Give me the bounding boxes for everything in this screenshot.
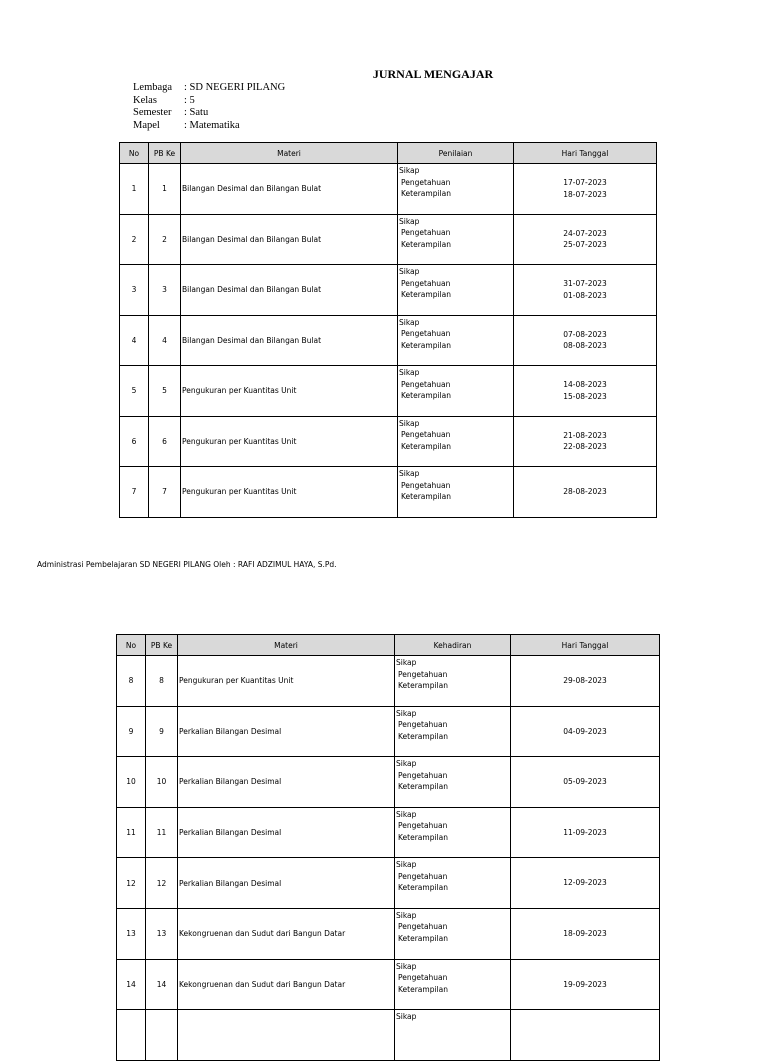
cell-no: 12 (117, 858, 146, 909)
assessment-item: Keterampilan (401, 290, 451, 299)
assessment-item: Keterampilan (398, 681, 448, 690)
cell-penilaian (395, 656, 511, 707)
date-item: 14-08-2023 (563, 380, 607, 390)
cell-penilaian (395, 908, 511, 959)
cell-pb-ke (146, 1010, 178, 1061)
cell-materi: Bilangan Desimal dan Bilangan Bulat (181, 315, 398, 366)
assessment-item: Keterampilan (398, 883, 448, 893)
col-pb-header: PB Ke (146, 635, 178, 656)
cell-penilaian (398, 467, 514, 518)
cell-pb-ke: 7 (149, 467, 181, 518)
date-item: 18-09-2023 (563, 929, 607, 939)
cell-pb-ke: 8 (146, 656, 178, 707)
cell-hari-tanggal (511, 757, 660, 808)
cell-materi: Perkalian Bilangan Desimal (178, 858, 395, 909)
journal-table-1 (119, 142, 657, 518)
assessment-item: Pengetahuan (401, 430, 451, 439)
date-item: 18-07-2023 (563, 189, 607, 199)
date-item: 19-09-2023 (563, 979, 607, 989)
meta-lembaga: Lembaga : SD NEGERI PILANG (133, 82, 286, 93)
cell-hari-tanggal (511, 656, 660, 707)
assessment-item: Pengetahuan (398, 821, 448, 831)
cell-pb-ke: 4 (149, 315, 181, 366)
date-item: 31-07-2023 (563, 279, 607, 289)
cell-no: 5 (120, 366, 149, 417)
assessment-item: Keterampilan (401, 391, 451, 400)
assessment-item: Pengetahuan (401, 278, 451, 288)
assessment-item: Sikap (399, 216, 420, 226)
table-row (117, 858, 660, 909)
cell-no: 11 (117, 807, 146, 858)
table-row (117, 908, 660, 959)
cell-pb-ke: 11 (146, 807, 178, 858)
table-row (120, 164, 657, 215)
cell-pb-ke: 9 (146, 706, 178, 757)
assessment-item: Sikap (399, 418, 420, 428)
cell-no: 4 (120, 315, 149, 366)
date-item: 21-08-2023 (563, 430, 607, 440)
assessment-item: Sikap (399, 317, 420, 327)
cell-hari-tanggal (511, 807, 660, 858)
assessment-item: Pengetahuan (398, 770, 448, 780)
col-pb-header: PB Ke (149, 143, 181, 164)
cell-pb-ke: 1 (149, 164, 181, 215)
assessment-item: Pengetahuan (398, 871, 448, 881)
cell-pb-ke: 14 (146, 959, 178, 1010)
cell-penilaian (398, 315, 514, 366)
assessment-item: Sikap (399, 166, 420, 175)
assessment-item: Sikap (396, 910, 417, 920)
cell-no: 13 (117, 908, 146, 959)
cell-hari-tanggal (514, 214, 657, 265)
cell-no: 7 (120, 467, 149, 518)
assessment-item: Sikap (396, 860, 417, 870)
table-row (120, 214, 657, 265)
assessment-item: Pengetahuan (401, 379, 451, 389)
document-meta (133, 82, 285, 132)
assessment-item: Sikap (399, 469, 420, 478)
table-row (117, 959, 660, 1010)
assessment-item: Pengetahuan (401, 480, 451, 490)
assessment-item: Keterampilan (398, 731, 448, 741)
cell-penilaian (395, 858, 511, 909)
cell-hari-tanggal (514, 164, 657, 215)
date-item: 25-07-2023 (563, 240, 607, 250)
cell-materi: Bilangan Desimal dan Bilangan Bulat (181, 265, 398, 316)
cell-hari-tanggal (511, 706, 660, 757)
assessment-item: Pengetahuan (401, 329, 451, 338)
assessment-item: Sikap (396, 658, 417, 667)
cell-penilaian (395, 959, 511, 1010)
cell-penilaian (398, 366, 514, 417)
assessment-item: Sikap (396, 961, 417, 971)
assessment-item: Keterampilan (398, 984, 448, 994)
table-row (120, 416, 657, 467)
cell-materi: Perkalian Bilangan Desimal (178, 757, 395, 808)
table-row (120, 265, 657, 316)
cell-no: 1 (120, 164, 149, 215)
cell-hari-tanggal (514, 467, 657, 518)
cell-hari-tanggal (514, 366, 657, 417)
col-no-header: No (120, 143, 149, 164)
table-row (117, 1010, 660, 1061)
assessment-item: Keterampilan (401, 239, 451, 249)
cell-pb-ke: 6 (149, 416, 181, 467)
assessment-item: Keterampilan (398, 832, 448, 842)
cell-materi: Perkalian Bilangan Desimal (178, 706, 395, 757)
cell-pb-ke: 3 (149, 265, 181, 316)
cell-materi: Bilangan Desimal dan Bilangan Bulat (181, 214, 398, 265)
cell-hari-tanggal (511, 1010, 660, 1061)
cell-hari-tanggal (511, 908, 660, 959)
cell-penilaian (395, 807, 511, 858)
col-materi-header: Materi (181, 143, 398, 164)
cell-penilaian (398, 164, 514, 215)
journal-table-2 (116, 634, 660, 1061)
cell-materi: Kekongruenan dan Sudut dari Bangun Datar (178, 908, 395, 959)
table-row (120, 315, 657, 366)
date-item: 11-09-2023 (563, 827, 607, 837)
cell-no: 9 (117, 706, 146, 757)
date-item: 28-08-2023 (563, 487, 607, 496)
cell-pb-ke: 12 (146, 858, 178, 909)
cell-hari-tanggal (514, 265, 657, 316)
cell-no: 2 (120, 214, 149, 265)
table-row (120, 467, 657, 518)
cell-materi: Bilangan Desimal dan Bilangan Bulat (181, 164, 398, 215)
meta-mapel: Mapel : Matematika (133, 119, 240, 131)
table-row (117, 807, 660, 858)
assessment-item: Keterampilan (401, 340, 451, 350)
cell-materi (178, 1010, 395, 1061)
assessment-item: Pengetahuan (398, 720, 448, 730)
assessment-item: Pengetahuan (401, 177, 451, 187)
cell-no: 10 (117, 757, 146, 808)
assessment-item: Pengetahuan (401, 228, 451, 237)
assessment-item: Sikap (399, 267, 420, 276)
cell-penilaian (395, 706, 511, 757)
cell-hari-tanggal (511, 858, 660, 909)
assessment-item: Pengetahuan (398, 973, 448, 983)
cell-hari-tanggal (511, 959, 660, 1010)
assessment-item: Keterampilan (401, 189, 451, 198)
col-no-header: No (117, 635, 146, 656)
date-item: 29-08-2023 (563, 676, 607, 686)
cell-hari-tanggal (514, 416, 657, 467)
assessment-item: Sikap (399, 368, 420, 377)
cell-penilaian (398, 416, 514, 467)
assessment-item: Sikap (396, 809, 417, 819)
meta-kelas: Kelas : 5 (133, 94, 195, 106)
date-item: 15-08-2023 (563, 391, 607, 401)
table-row (117, 656, 660, 707)
cell-no: 8 (117, 656, 146, 707)
col-kehadiran-header: Kehadiran (395, 635, 511, 656)
assessment-item: Sikap (396, 708, 417, 718)
assessment-item: Pengetahuan (398, 922, 448, 932)
date-item: 12-09-2023 (563, 878, 607, 888)
cell-materi: Pengukuran per Kuantitas Unit (181, 467, 398, 518)
col-materi-header: Materi (178, 635, 395, 656)
table-row (117, 706, 660, 757)
date-item: 08-08-2023 (563, 341, 607, 351)
assessment-item: Sikap (396, 1012, 417, 1022)
assessment-item: Keterampilan (398, 933, 448, 943)
cell-materi: Perkalian Bilangan Desimal (178, 807, 395, 858)
cell-penilaian (395, 1010, 511, 1061)
meta-semester: Semester : Satu (133, 107, 209, 118)
assessment-item: Keterampilan (401, 492, 451, 501)
date-item: 05-09-2023 (563, 777, 607, 787)
cell-penilaian (398, 214, 514, 265)
cell-penilaian (398, 265, 514, 316)
cell-penilaian (395, 757, 511, 808)
cell-pb-ke: 10 (146, 757, 178, 808)
footer-text: Administrasi Pembelajaran SD NEGERI PILANG Oleh : RAFI ADZIMUL HAYA, S.Pd. (37, 560, 337, 569)
table-row (120, 366, 657, 417)
table-row (117, 757, 660, 808)
cell-materi: Kekongruenan dan Sudut dari Bangun Datar (178, 959, 395, 1010)
cell-pb-ke: 2 (149, 214, 181, 265)
assessment-item: Pengetahuan (398, 669, 448, 679)
cell-no: 14 (117, 959, 146, 1010)
assessment-item: Sikap (396, 759, 417, 769)
col-tanggal-header: Hari Tanggal (511, 635, 660, 656)
cell-materi: Pengukuran per Kuantitas Unit (178, 656, 395, 707)
assessment-item: Keterampilan (401, 441, 451, 451)
date-item: 22-08-2023 (563, 442, 607, 452)
table-header-row (117, 635, 660, 656)
cell-no (117, 1010, 146, 1061)
cell-pb-ke: 5 (149, 366, 181, 417)
date-item: 04-09-2023 (563, 726, 607, 736)
date-item: 24-07-2023 (563, 228, 607, 238)
cell-no: 6 (120, 416, 149, 467)
cell-pb-ke: 13 (146, 908, 178, 959)
col-penilaian-header: Penilaian (398, 143, 514, 164)
cell-materi: Pengukuran per Kuantitas Unit (181, 366, 398, 417)
table-header-row (120, 143, 657, 164)
date-item: 17-07-2023 (563, 178, 607, 188)
assessment-item: Keterampilan (398, 782, 448, 792)
cell-hari-tanggal (514, 315, 657, 366)
date-item: 01-08-2023 (563, 290, 607, 300)
date-item: 07-08-2023 (563, 329, 607, 339)
cell-materi: Pengukuran per Kuantitas Unit (181, 416, 398, 467)
document-title: JURNAL MENGAJAR (372, 67, 494, 81)
cell-no: 3 (120, 265, 149, 316)
col-tanggal-header: Hari Tanggal (514, 143, 657, 164)
